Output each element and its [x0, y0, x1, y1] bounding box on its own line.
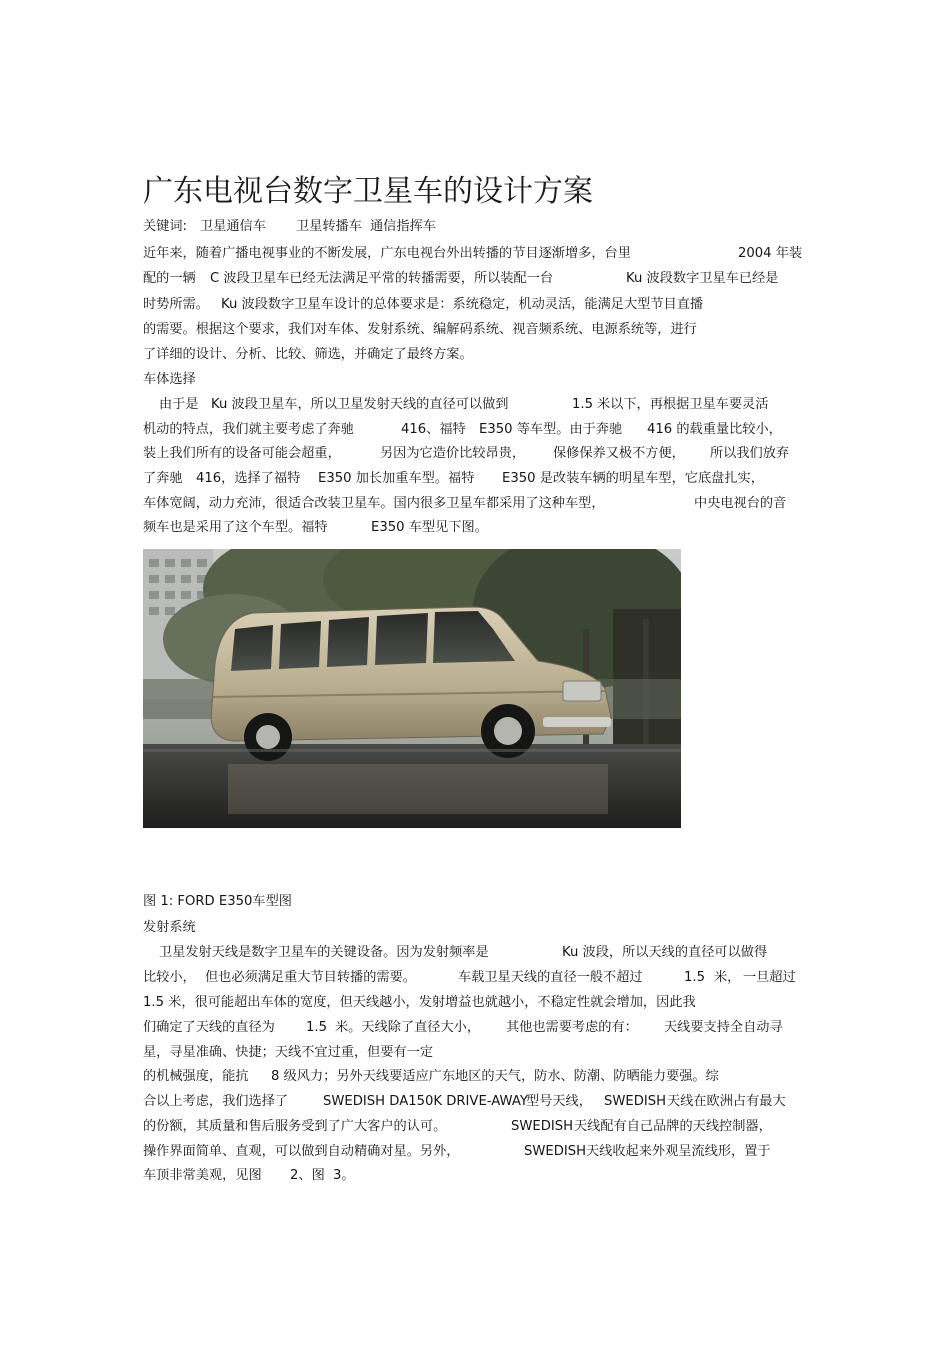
text-run: 卫星发射天线是数字卫星车的关键设备。因为发射频率是 [159, 945, 489, 960]
text-run: 1.5 [306, 1020, 327, 1035]
text-run: 2004 年装 [738, 246, 803, 261]
text-run: C 波段卫星车已经无法满足平常的转播需要，所以装配一台 [210, 271, 554, 286]
keyword-item: 通信指挥车 [370, 219, 436, 234]
text-run: 但也必须满足重大节目转播的需要。 [205, 970, 416, 985]
text-run: 所以我们放弃 [710, 446, 790, 461]
text-run: E350 加长加重车型。福特 [318, 471, 475, 486]
text-run: 星，寻星准确、快捷；天线不宜过重，但要有一定 [143, 1045, 434, 1060]
text-run: 416，选择了福特 [196, 471, 301, 486]
text-run: 米以下，再根据卫星车要灵活 [597, 397, 769, 412]
text-run: 其他也需要考虑的有： [506, 1020, 638, 1035]
text-run: 2、图 [290, 1168, 325, 1183]
text-run: 合以上考虑，我们选择了 [143, 1094, 289, 1109]
text-run: Ku 波段，所以天线的直径可以做得 [562, 945, 768, 960]
text-run: 416、福特 [401, 422, 466, 437]
text-run: 时势所需。 [143, 297, 209, 312]
page-title: 广东电视台数字卫星车的设计方案 [143, 174, 593, 209]
text-run: 的需要。根据这个要求，我们对车体、发射系统、编解码系统、视音频系统、电源系统等，进行 [143, 322, 697, 337]
text-run: SWEDISH [511, 1119, 574, 1134]
text-run: 天线在欧洲占有最大 [667, 1094, 786, 1109]
text-run: 近年来，随着广播电视事业的不断发展，广东电视台外出转播的节目逐渐增多，台里 [143, 246, 631, 261]
figure-caption-text: 图 1: FORD E350车型图 [143, 894, 292, 909]
text-run: 车体宽阔，动力充沛，很适合改装卫星车。国内很多卫星车都采用了这种车型， [143, 496, 605, 511]
text-run: Ku 波段卫星车，所以卫星发射天线的直径可以做到 [211, 397, 509, 412]
text-run: 另因为它造价比较昂贵， [380, 446, 526, 461]
text-run: E350 车型见下图。 [371, 520, 488, 535]
text-run: 车顶非常美观，见图 [143, 1168, 262, 1183]
text-run: 保修保养又极不方便， [553, 446, 685, 461]
text-run: 1.5 [684, 970, 705, 985]
text-run: 配的一辆 [143, 271, 196, 286]
text-run: 由于是 [159, 397, 199, 412]
text-run: 了奔驰 [143, 471, 183, 486]
text-run: 1.5 米，很可能超出车体的宽度，但天线越小，发射增益也就越小，不稳定性就会增加，因此我 [143, 995, 696, 1010]
text-run: 频车也是采用了这个车型。福特 [143, 520, 328, 535]
section-heading-text: 发射系统 [143, 920, 196, 935]
text-run: 的份额，其质量和售后服务受到了广大客户的认可。 [143, 1119, 447, 1134]
text-run: 中央电视台的音 [694, 496, 787, 511]
text-run: 车载卫星天线的直径一般不超过 [458, 970, 643, 985]
keyword-item: 卫星通信车 [200, 219, 266, 234]
van-photo [143, 549, 681, 828]
text-run: 天线收起来外观呈流线形，置于 [586, 1144, 771, 1159]
text-run: E350 是改装车辆的明星车型，它底盘扎实， [502, 471, 764, 486]
text-run: SWEDISH [524, 1144, 587, 1159]
text-run: SWEDISH [604, 1094, 667, 1109]
text-run: 一旦超过 [743, 970, 796, 985]
text-run: 天线配有自己品牌的天线控制器， [574, 1119, 772, 1134]
text-run: 416 的载重量比较小， [647, 422, 782, 437]
text-run: 比较小， [143, 970, 196, 985]
text-run: 3。 [333, 1168, 355, 1183]
text-run: 操作界面简单、直观，可以做到自动精确对星。另外， [143, 1144, 460, 1159]
text-run: Ku 波段数字卫星车设计的总体要求是：系统稳定，机动灵活，能满足大型节目直播 [221, 297, 704, 312]
section-heading-text: 车体选择 [143, 372, 196, 387]
text-run: 了详细的设计、分析、比较、筛选，并确定了最终方案。 [143, 347, 473, 362]
text-run: E350 等车型。由于奔驰 [479, 422, 623, 437]
text-run: 米， [714, 970, 741, 985]
text-run: 装上我们所有的设备可能会超重， [143, 446, 341, 461]
text-run: 们确定了天线的直径为 [143, 1020, 275, 1035]
text-run: 米。天线除了直径大小， [335, 1020, 481, 1035]
text-run: Ku 波段数字卫星车已经是 [626, 271, 779, 286]
keyword-item: 卫星转播车 [296, 219, 362, 234]
text-run: 型号天线， [526, 1094, 592, 1109]
text-run: SWEDISH DA150K DRIVE-AWAY [323, 1094, 528, 1109]
text-run: 天线要支持全自动寻 [664, 1020, 783, 1035]
text-run: 1.5 [572, 397, 593, 412]
text-run: 8 级风力；另外天线要适应广东地区的天气，防水、防潮、防晒能力要强。综 [271, 1069, 719, 1084]
text-run: 的机械强度，能抗 [143, 1069, 249, 1084]
text-run: 机动的特点，我们就主要考虑了奔驰 [143, 422, 354, 437]
keywords-label: 关键词: [143, 219, 188, 234]
